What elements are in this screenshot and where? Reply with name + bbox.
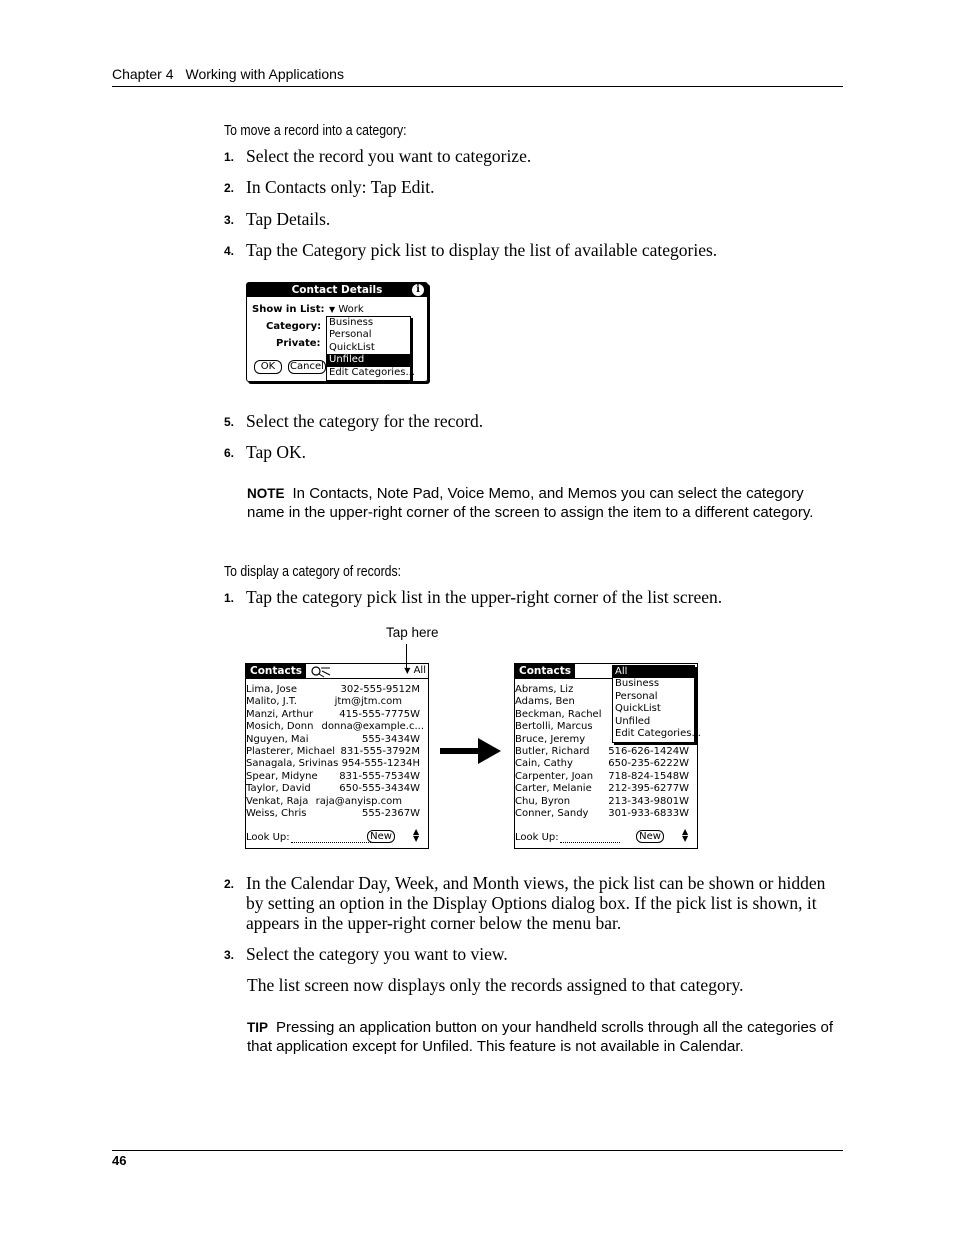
- step-text: Select the record you want to categorize.: [246, 146, 532, 166]
- list-item[interactable]: Bruce, Jeremy: [515, 733, 586, 745]
- show-in-list-label: Show in List:: [252, 304, 325, 315]
- show-in-list-value: Work: [338, 304, 364, 315]
- tap-here-callout: Tap here: [386, 625, 439, 640]
- edit-categories-option[interactable]: Edit Categories...: [329, 366, 415, 378]
- scroll-down-icon[interactable]: ▼: [682, 834, 689, 843]
- list-item[interactable]: Lima, Jose 302-555-9512M: [246, 684, 420, 695]
- category-picker[interactable]: [404, 665, 426, 677]
- contacts-icon: [310, 665, 332, 678]
- list-item[interactable]: Butler, Richard 516-626-1424W: [515, 745, 689, 757]
- list-item[interactable]: Carter, Melanie 212-395-6277W: [515, 783, 689, 795]
- step-text: Tap OK.: [246, 442, 307, 462]
- step-number: 1.: [224, 591, 235, 605]
- new-button[interactable]: New: [636, 830, 664, 843]
- step-number: 2.: [224, 877, 235, 891]
- category-option[interactable]: Business: [615, 678, 660, 690]
- step-text: In the Calendar Day, Week, and Month views, the pick list can be shown or hidden by setting an option in the Display Options dialog box. If the pick list is shown, it appears in the upper-right corner below the menu bar.: [246, 873, 826, 933]
- step-item: [224, 411, 844, 431]
- category-picker-value: All: [413, 665, 426, 676]
- ok-button[interactable]: OK: [254, 360, 282, 374]
- title-underline: [246, 678, 428, 679]
- scroll-arrows[interactable]: [682, 828, 688, 842]
- list-item[interactable]: Abrams, Liz: [515, 684, 574, 695]
- step-item: [224, 944, 844, 964]
- step-text: Tap the category pick list in the upper-right corner of the list screen.: [246, 587, 723, 607]
- lookup-input[interactable]: [291, 842, 371, 843]
- category-popup-list: [326, 316, 415, 381]
- step-item: [224, 146, 844, 166]
- list-item[interactable]: Cain, Cathy 650-235-6222W: [515, 758, 689, 770]
- lookup-label: Look Up:: [515, 832, 559, 843]
- triangle-down-icon: ▼: [329, 305, 336, 314]
- running-header: [112, 66, 344, 82]
- step-item: [224, 587, 844, 607]
- list-item[interactable]: Taylor, David 650-555-3434W: [246, 783, 420, 795]
- private-label: Private:: [276, 338, 321, 349]
- show-in-list-picker[interactable]: [329, 304, 364, 316]
- step-number: 3.: [224, 948, 235, 962]
- note-block: [247, 485, 837, 522]
- step-item: [224, 177, 844, 197]
- list-item[interactable]: Sanagala, Srivinas 954-555-1234H: [246, 758, 420, 770]
- list-item[interactable]: Beckman, Rachel: [515, 708, 602, 720]
- category-option[interactable]: Unfiled: [615, 715, 651, 727]
- list-item[interactable]: Mosich, Donn donna@example.c...: [246, 721, 424, 733]
- list-item[interactable]: Venkat, Raja raja@anyisp.com: [246, 795, 402, 807]
- step-number: 4.: [224, 244, 235, 258]
- lookup-label: Look Up:: [246, 832, 290, 843]
- dialog-title-bar: [247, 283, 427, 297]
- category-label: Category:: [266, 321, 322, 332]
- category-option[interactable]: Personal: [615, 690, 658, 702]
- category-popup-list: [612, 665, 701, 743]
- list-item[interactable]: Bertolli, Marcus: [515, 721, 593, 733]
- list-item[interactable]: Nguyen, Mai 555-3434W: [246, 733, 420, 745]
- step-number: 6.: [224, 446, 235, 460]
- category-option[interactable]: Personal: [329, 329, 372, 341]
- step-text: Select the category you want to view.: [246, 944, 508, 964]
- right-arrow-icon: [440, 738, 502, 764]
- step-item: [224, 873, 844, 933]
- category-option-selected[interactable]: All: [613, 666, 694, 678]
- edit-categories-option[interactable]: Edit Categories...: [615, 727, 701, 739]
- step-item: [224, 209, 844, 229]
- list-item[interactable]: Adams, Ben: [515, 696, 575, 708]
- scroll-arrows[interactable]: [413, 828, 419, 842]
- contacts-list-screen-open: [514, 663, 701, 849]
- category-option-selected[interactable]: Unfiled: [327, 354, 410, 366]
- note-text: In Contacts, Note Pad, Voice Memo, and Memos you can select the category name in the upper-right corner of the screen to assign the item to a different category.: [247, 485, 814, 521]
- step-text: Select the category for the record.: [246, 411, 484, 431]
- header-rule: [112, 86, 843, 87]
- chapter-title: Working with Applications: [185, 66, 344, 82]
- scroll-up-icon[interactable]: ▲: [682, 827, 689, 836]
- contacts-list: [246, 684, 424, 820]
- list-item[interactable]: Chu, Byron 213-343-9801W: [515, 795, 689, 807]
- list-item[interactable]: Malito, J.T. jtm@jtm.com: [246, 696, 402, 708]
- info-icon[interactable]: i: [412, 284, 424, 296]
- step-text: In Contacts only: Tap Edit.: [246, 177, 435, 197]
- list-item[interactable]: Conner, Sandy 301-933-6833W: [515, 807, 689, 819]
- list-item[interactable]: Weiss, Chris 555-2367W: [246, 807, 420, 819]
- chapter-label: Chapter 4: [112, 66, 174, 82]
- new-button[interactable]: New: [367, 830, 395, 843]
- result-paragraph: The list screen now displays only the records assigned to that category.: [247, 975, 744, 995]
- step-item: [224, 442, 844, 462]
- list-item[interactable]: Carpenter, Joan 718-824-1548W: [515, 770, 689, 782]
- step-number: 5.: [224, 415, 235, 429]
- dialog-title: Contact Details: [291, 284, 383, 296]
- step-number: 2.: [224, 181, 235, 195]
- list-item[interactable]: Plasterer, Michael 831-555-3792M: [246, 745, 420, 757]
- scroll-up-icon[interactable]: ▲: [413, 827, 420, 836]
- step-item: [224, 240, 844, 260]
- footer-rule: [112, 1150, 843, 1151]
- contacts-list-screen: [245, 663, 429, 849]
- tip-block: [247, 1019, 837, 1056]
- step-number: 1.: [224, 150, 235, 164]
- note-label: NOTE: [247, 486, 285, 501]
- page-number: 46: [112, 1153, 127, 1168]
- tip-text: Pressing an application button on your handheld scrolls through all the categories of that application except for Unfiled. This feature is not available in Calendar.: [247, 1019, 834, 1055]
- section-heading-move: To move a record into a category:: [224, 122, 407, 139]
- contacts-title-tab: Contacts: [515, 664, 575, 678]
- contacts-title-tab: Contacts: [246, 664, 306, 678]
- category-option[interactable]: QuickList: [329, 341, 375, 353]
- triangle-down-icon: ▼: [404, 666, 411, 675]
- tip-label: TIP: [247, 1020, 269, 1035]
- category-option[interactable]: Business: [329, 317, 374, 328]
- list-item[interactable]: Manzi, Arthur 415-555-7775W: [246, 708, 420, 720]
- cancel-button[interactable]: Cancel: [288, 360, 326, 374]
- step-text: Tap Details.: [246, 209, 331, 229]
- lookup-input[interactable]: [560, 842, 620, 843]
- section-heading-display: To display a category of records:: [224, 563, 402, 580]
- scroll-down-icon[interactable]: ▼: [413, 834, 420, 843]
- category-option[interactable]: QuickList: [615, 703, 661, 715]
- step-text: Tap the Category pick list to display the list of available categories.: [246, 240, 718, 260]
- contact-details-dialog: [246, 282, 428, 382]
- step-number: 3.: [224, 213, 235, 227]
- list-item[interactable]: Spear, Midyne 831-555-7534W: [246, 770, 420, 782]
